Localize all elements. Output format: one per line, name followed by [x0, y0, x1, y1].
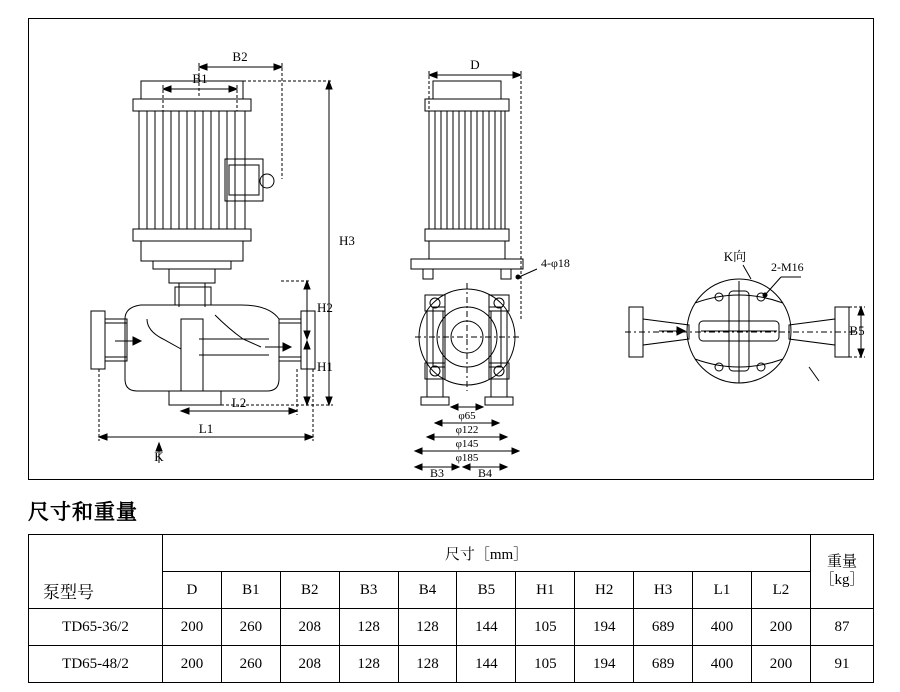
- view-front-motor: [133, 81, 274, 269]
- table-col-l2: L2: [751, 572, 810, 609]
- table-header-dimensions: 尺寸［mm］: [163, 535, 811, 572]
- dim-h2: [281, 281, 333, 339]
- section-title: 尺寸和重量: [28, 501, 138, 524]
- dim-label-l2: L2: [231, 395, 247, 410]
- table-cell-l2: 200: [751, 609, 810, 646]
- dim-b5: [849, 307, 865, 357]
- dim-l2: [181, 369, 297, 415]
- dim-phi145: [427, 434, 507, 450]
- table-header-row: [29, 535, 874, 572]
- table-col-d: D: [163, 572, 222, 609]
- table-cell-weight: 87: [810, 609, 873, 646]
- leader-bolt: [763, 260, 804, 297]
- dim-label-b3: B3: [429, 466, 445, 479]
- table-col-h1: H1: [516, 572, 575, 609]
- dim-label-b2: B2: [232, 49, 248, 64]
- dim-label-b4: B4: [477, 466, 493, 479]
- table-cell-b4: 128: [398, 609, 457, 646]
- table-cell-b5: 144: [457, 609, 516, 646]
- table-cell-l1: 400: [693, 609, 752, 646]
- view-side-motor: [411, 81, 523, 269]
- table-cell-l1: 400: [693, 646, 752, 683]
- view-direction-k: [154, 443, 164, 464]
- table-cell-b3: 128: [339, 609, 398, 646]
- table-row: [29, 646, 874, 683]
- table-cell-b4: 128: [398, 646, 457, 683]
- dim-label-d: D: [470, 57, 480, 72]
- table-col-l1: L1: [693, 572, 752, 609]
- table-cell-b2: 208: [280, 646, 339, 683]
- table-header-model: [29, 535, 163, 609]
- flow-arrow-in: [115, 337, 141, 345]
- table-col-b3: B3: [339, 572, 398, 609]
- table-row: [29, 609, 874, 646]
- dim-label-k-view: K向: [723, 249, 747, 264]
- table-cell-d: 200: [163, 609, 222, 646]
- table-cell-b3: 128: [339, 646, 398, 683]
- table-col-b5: B5: [457, 572, 516, 609]
- dim-label-k: K: [154, 449, 164, 464]
- table-cell-weight: 91: [810, 646, 873, 683]
- dim-label-h1: H1: [317, 359, 333, 374]
- table-cell-b1: 260: [221, 646, 280, 683]
- table-header-weight-line2: ［kg］: [819, 571, 865, 588]
- flow-arrow-k: [659, 327, 685, 335]
- table-cell-b2: 208: [280, 609, 339, 646]
- dim-d: [429, 57, 521, 319]
- dim-label-phi65: φ65: [458, 410, 476, 422]
- dim-label-h3: H3: [339, 233, 355, 248]
- view-front-discharge-flange: [279, 311, 315, 369]
- dim-label-b1: B1: [192, 71, 208, 86]
- table-col-h2: H2: [575, 572, 634, 609]
- dim-label-phi122: φ122: [455, 424, 479, 436]
- dim-b1: [163, 71, 237, 111]
- dim-phi185: [415, 448, 519, 464]
- dimensions-table-wrapper: [28, 534, 874, 683]
- technical-drawing-panel: [28, 18, 874, 480]
- view-front-casing: [125, 305, 279, 405]
- table-cell-h3: 689: [634, 609, 693, 646]
- label-k-view-group: [724, 249, 751, 279]
- table-cell-h2: 194: [575, 646, 634, 683]
- table-col-b4: B4: [398, 572, 457, 609]
- table-cell-h2: 194: [575, 609, 634, 646]
- dimensions-and-weight-table: [28, 534, 874, 683]
- table-cell-h1: 105: [516, 609, 575, 646]
- dim-b3: [415, 464, 459, 479]
- table-cell-d: 200: [163, 646, 222, 683]
- table-cell-model: TD65-36/2: [29, 609, 163, 646]
- table-col-h3: H3: [634, 572, 693, 609]
- flow-arrow-out: [265, 343, 291, 351]
- table-cell-l2: 200: [751, 646, 810, 683]
- table-cell-b1: 260: [221, 609, 280, 646]
- dim-label-bolt: 2-M16: [771, 260, 804, 274]
- table-col-b2: B2: [280, 572, 339, 609]
- leader-holes: [516, 256, 570, 279]
- dim-b4: [463, 464, 507, 479]
- view-side-stand: [415, 269, 521, 405]
- dim-label-l1: L1: [198, 421, 214, 436]
- table-col-b1: B1: [221, 572, 280, 609]
- table-cell-h1: 105: [516, 646, 575, 683]
- view-front-suction-flange: [91, 311, 127, 369]
- dim-label-b5: B5: [849, 323, 865, 338]
- dim-phi122: [435, 420, 499, 436]
- dim-phi65: [451, 404, 483, 422]
- dim-label-phi145: φ145: [455, 438, 479, 450]
- pump-dimension-drawing: [29, 19, 873, 479]
- view-front-coupling: [169, 269, 215, 307]
- dim-label-h2: H2: [317, 300, 333, 315]
- table-cell-b5: 144: [457, 646, 516, 683]
- dim-label-phi185: φ185: [455, 452, 479, 464]
- table-header-weight-line1: 重量: [826, 554, 857, 571]
- dim-h3: [221, 81, 355, 405]
- dim-label-holes: 4-φ18: [541, 256, 570, 270]
- table-header-weight: [810, 535, 873, 609]
- table-cell-model: TD65-48/2: [29, 646, 163, 683]
- table-cell-h3: 689: [634, 646, 693, 683]
- table-header-model-label: 泵型号: [43, 583, 94, 602]
